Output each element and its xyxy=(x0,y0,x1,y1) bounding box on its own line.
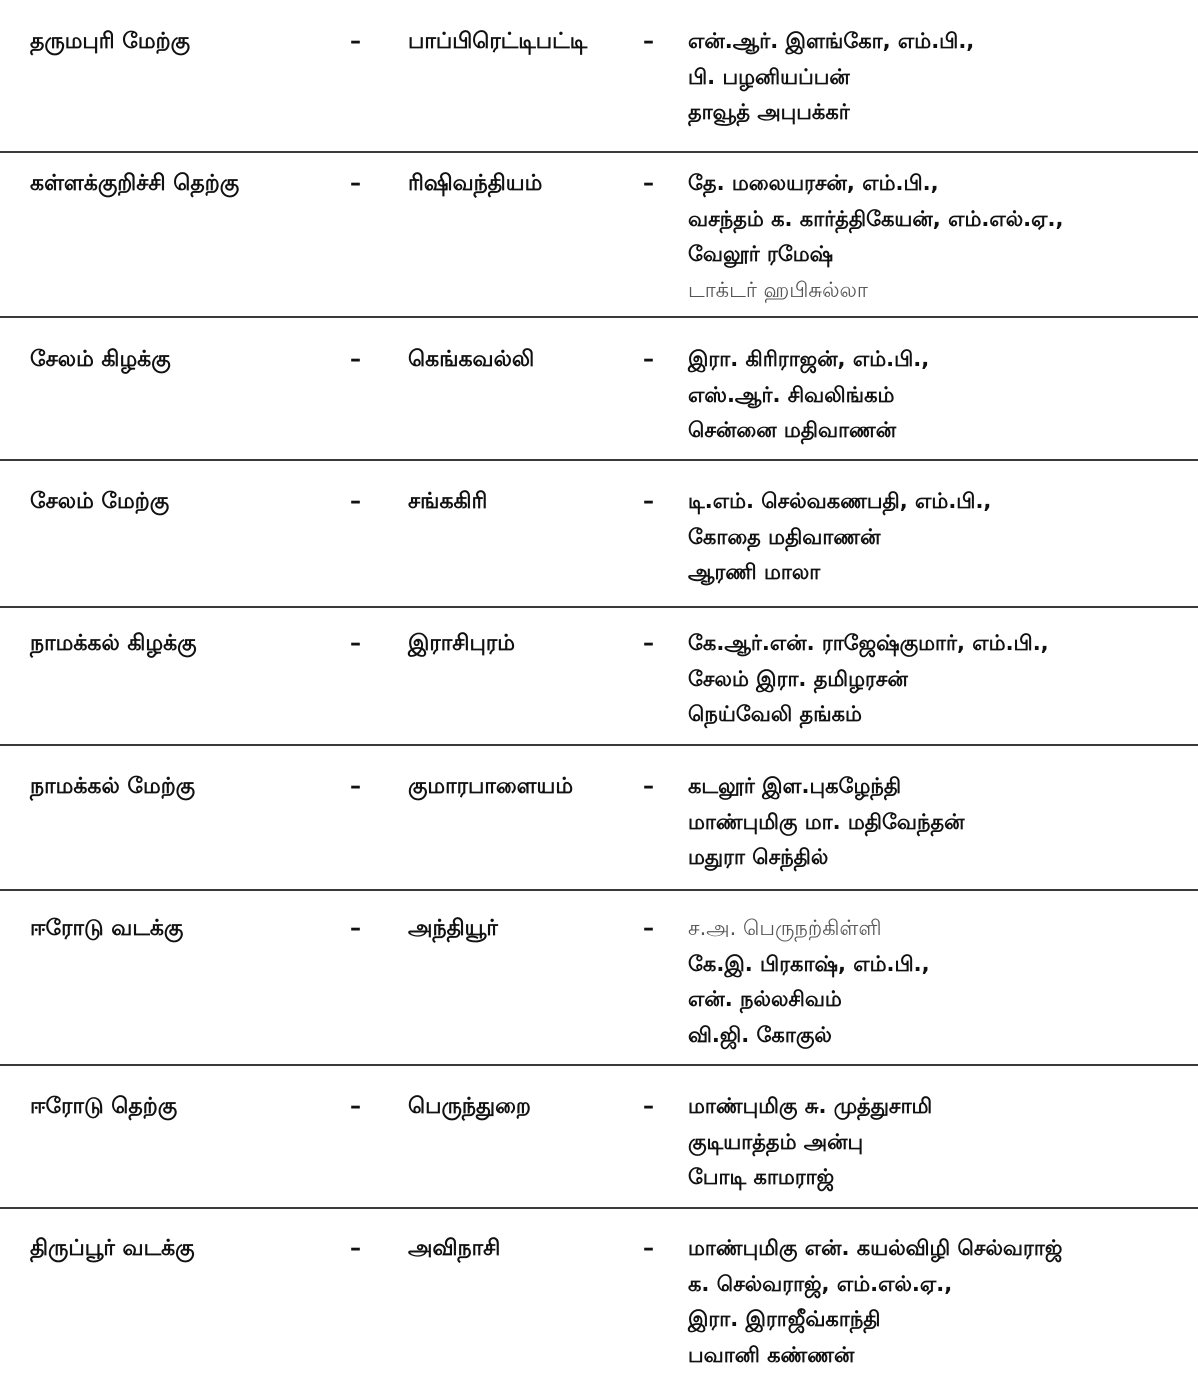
member-name: மாண்புமிகு சு. முத்துசாமி xyxy=(688,1094,933,1118)
member-name: வி.ஜி. கோகுல் xyxy=(688,1022,832,1047)
member-name: டாக்டர் ஹபிசுல்லா xyxy=(688,277,868,302)
member-name: கடலூர் இள.புகழேந்தி xyxy=(688,774,902,798)
divider xyxy=(0,606,1198,608)
constituency-name: ரிஷிவந்தியம் xyxy=(408,171,543,196)
member-name: பவானி கண்ணன் xyxy=(688,1342,855,1367)
constituency-name: இராசிபுரம் xyxy=(408,631,515,656)
member-name: போடி காமராஜ் xyxy=(688,1165,835,1189)
separator-dash: – xyxy=(643,1236,654,1261)
member-name: இரா. கிரிராஜன், எம்.பி., xyxy=(688,347,930,371)
member-name: மாண்புமிகு என். கயல்விழி செல்வராஜ் xyxy=(688,1236,1063,1260)
separator-dash: – xyxy=(643,774,654,799)
constituency-name: சங்ககிரி xyxy=(408,489,488,514)
separator-dash: – xyxy=(643,631,654,656)
constituency-name: பாப்பிரெட்டிபட்டி xyxy=(408,29,588,54)
member-name: சென்னை மதிவாணன் xyxy=(688,418,897,442)
member-names xyxy=(688,626,1049,733)
member-name: நெய்வேலி தங்கம் xyxy=(688,702,862,726)
separator-dash: – xyxy=(350,489,361,514)
member-name: பி. பழனியப்பன் xyxy=(688,64,850,89)
divider xyxy=(0,1207,1198,1209)
separator-dash: – xyxy=(643,489,654,514)
member-name: மதுரா செந்தில் xyxy=(688,845,829,869)
separator-dash: – xyxy=(350,347,361,372)
member-names xyxy=(688,1089,932,1196)
separator-dash: – xyxy=(350,631,361,656)
district-name: ஈரோடு தெற்கு xyxy=(30,1094,178,1119)
district-name: நாமக்கல் மேற்கு xyxy=(30,774,196,799)
separator-dash: – xyxy=(350,1094,361,1119)
district-name: சேலம் கிழக்கு xyxy=(30,347,171,372)
member-name: எஸ்.ஆர். சிவலிங்கம் xyxy=(688,382,895,407)
member-name: மாண்புமிகு மா. மதிவேந்தன் xyxy=(688,809,965,834)
member-names xyxy=(688,24,974,131)
separator-dash: – xyxy=(350,171,361,196)
separator-dash: – xyxy=(643,347,654,372)
member-name: ஆரணி மாலா xyxy=(688,560,821,584)
divider xyxy=(0,151,1198,153)
district-name: கள்ளக்குறிச்சி தெற்கு xyxy=(30,171,240,196)
member-name: சேலம் இரா. தமிழரசன் xyxy=(688,666,908,691)
member-name: இரா. இராஜீவ்காந்தி xyxy=(688,1307,881,1331)
separator-dash: – xyxy=(643,1094,654,1119)
member-name: க. செல்வராஜ், எம்.எல்.ஏ., xyxy=(688,1271,953,1296)
divider xyxy=(0,459,1198,461)
constituency-name: அவிநாசி xyxy=(408,1236,501,1261)
district-name: ஈரோடு வடக்கு xyxy=(30,916,184,941)
district-name: சேலம் மேற்கு xyxy=(30,489,170,514)
separator-dash: – xyxy=(350,1236,361,1261)
member-names xyxy=(688,166,1063,308)
member-name: தே. மலையரசன், எம்.பி., xyxy=(688,171,939,195)
separator-dash: – xyxy=(350,29,361,54)
district-name: திருப்பூர் வடக்கு xyxy=(30,1236,195,1261)
district-name: நாமக்கல் கிழக்கு xyxy=(30,631,197,656)
divider xyxy=(0,744,1198,746)
constituency-name: அந்தியூர் xyxy=(408,916,498,941)
member-name: என். நல்லசிவம் xyxy=(688,987,842,1011)
divider xyxy=(0,1064,1198,1066)
member-name: ச.அ. பெருநற்கிள்ளி xyxy=(688,916,882,940)
member-names xyxy=(688,911,930,1053)
member-name: வேலூர் ரமேஷ் xyxy=(688,242,834,266)
member-name: என்.ஆர். இளங்கோ, எம்.பி., xyxy=(688,29,975,53)
member-name: கே.இ. பிரகாஷ், எம்.பி., xyxy=(688,951,930,976)
separator-dash: – xyxy=(350,916,361,941)
divider xyxy=(0,889,1198,891)
divider xyxy=(0,316,1198,318)
member-names xyxy=(688,1231,1062,1373)
constituency-name: பெருந்துறை xyxy=(408,1094,531,1119)
member-name: டி.எம். செல்வகணபதி, எம்.பி., xyxy=(688,489,992,513)
member-names xyxy=(688,342,929,449)
member-name: கோதை மதிவாணன் xyxy=(688,524,881,549)
constituency-name: குமாரபாளையம் xyxy=(408,774,574,799)
constituency-name: கெங்கவல்லி xyxy=(408,347,535,372)
member-names xyxy=(688,484,991,591)
separator-dash: – xyxy=(350,774,361,799)
member-name: தாவூத் அபுபக்கர் xyxy=(688,100,850,124)
district-name: தருமபுரி மேற்கு xyxy=(30,29,191,54)
member-names xyxy=(688,769,965,876)
member-name: கே.ஆர்.என். ராஜேஷ்குமார், எம்.பி., xyxy=(688,631,1049,655)
separator-dash: – xyxy=(643,29,654,54)
member-name: வசந்தம் க. கார்த்திகேயன், எம்.எல்.ஏ., xyxy=(688,206,1064,231)
separator-dash: – xyxy=(643,171,654,196)
separator-dash: – xyxy=(643,916,654,941)
member-name: குடியாத்தம் அன்பு xyxy=(688,1129,864,1154)
